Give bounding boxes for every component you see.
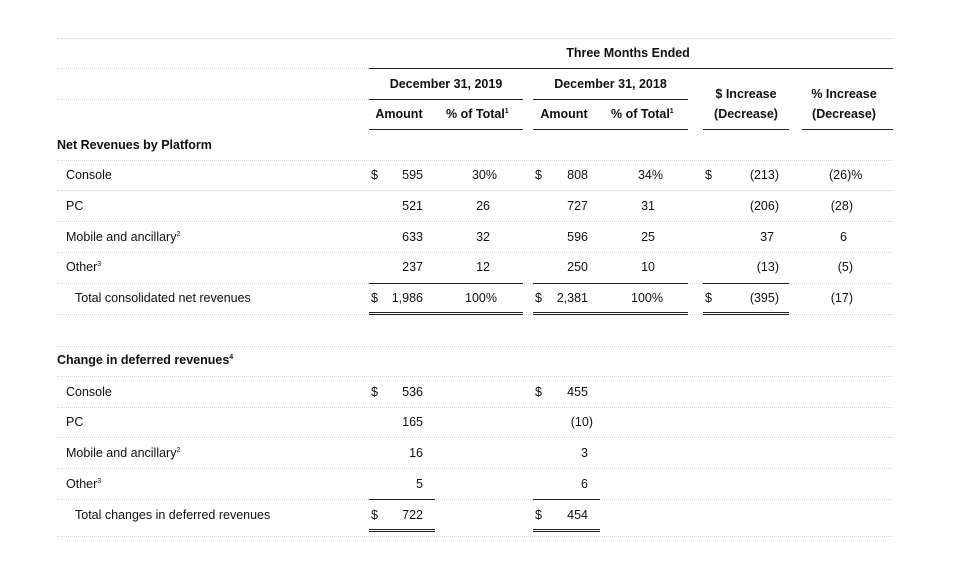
amount-header: Amount bbox=[375, 107, 423, 121]
row-separator bbox=[57, 346, 893, 347]
section-title-net-revenues: Net Revenues by Platform bbox=[57, 138, 212, 152]
row-label: Other$^3$ bbox=[66, 477, 102, 491]
dollar-change: (213) bbox=[749, 168, 779, 182]
deferred-total-2019: 722 bbox=[402, 508, 423, 522]
subtotal-rule bbox=[533, 499, 600, 500]
total-label: Total consolidated net revenues bbox=[75, 291, 251, 305]
total-dollar-change: (395) bbox=[749, 291, 779, 305]
pct-increase-header-sub: (Decrease) bbox=[812, 107, 876, 121]
pct-total-header: % of Total$^1$ bbox=[611, 107, 674, 121]
row-separator bbox=[57, 38, 893, 39]
row-separator bbox=[57, 160, 893, 161]
pct-2019: 12 bbox=[476, 260, 490, 274]
total-amount-2018: 2,381 bbox=[556, 291, 588, 305]
currency-symbol: $ bbox=[371, 508, 378, 522]
deferred-amount-2018: 6 bbox=[581, 477, 588, 491]
amount-2018: 727 bbox=[567, 199, 588, 213]
pct-change: 6 bbox=[840, 230, 847, 244]
currency-symbol: $ bbox=[535, 168, 542, 182]
period-label: Three Months Ended bbox=[566, 46, 690, 60]
deferred-total-2018: 454 bbox=[567, 508, 588, 522]
header-bottom-rule bbox=[703, 129, 789, 130]
row-separator bbox=[57, 221, 893, 222]
total-amount-2019: 1,986 bbox=[391, 291, 423, 305]
currency-symbol: $ bbox=[371, 385, 378, 399]
currency-symbol: $ bbox=[535, 508, 542, 522]
row-label: PC bbox=[66, 199, 84, 213]
deferred-amount-2019: 536 bbox=[402, 385, 423, 399]
total-pct-2018: 100% bbox=[631, 291, 663, 305]
subtotal-rule bbox=[369, 499, 435, 500]
deferred-amount-2018: (10) bbox=[570, 415, 593, 429]
amount-2018: 596 bbox=[567, 230, 588, 244]
dollar-increase-header: $ Increase bbox=[715, 87, 777, 101]
total-double-rule bbox=[533, 312, 688, 315]
amount-header: Amount bbox=[540, 107, 588, 121]
row-label: Console bbox=[66, 385, 112, 399]
amount-2018: 808 bbox=[567, 168, 588, 182]
currency-symbol: $ bbox=[371, 168, 378, 182]
deferred-amount-2019: 5 bbox=[416, 477, 423, 491]
section-title-deferred: Change in deferred revenues$^4$ bbox=[57, 353, 234, 367]
row-separator bbox=[57, 252, 893, 253]
pct-2018: 31 bbox=[641, 199, 655, 213]
total-label: Total changes in deferred revenues bbox=[75, 508, 271, 522]
row-label: PC bbox=[66, 415, 84, 429]
total-pct-2019: 100% bbox=[465, 291, 497, 305]
currency-symbol: $ bbox=[705, 168, 712, 182]
pct-total-header: % of Total$^1$ bbox=[446, 107, 509, 121]
total-pct-change: (17) bbox=[830, 291, 853, 305]
row-label: Console bbox=[66, 168, 112, 182]
row-label: Mobile and ancillary$^2$ bbox=[66, 230, 181, 244]
subtotal-rule bbox=[369, 283, 523, 284]
dollar-change: (13) bbox=[756, 260, 779, 274]
pct-change: (5) bbox=[837, 260, 853, 274]
pct-increase-header: % Increase bbox=[811, 87, 877, 101]
row-separator bbox=[57, 407, 893, 408]
header-bottom-rule bbox=[369, 129, 523, 130]
deferred-amount-2019: 165 bbox=[402, 415, 423, 429]
row-separator bbox=[57, 468, 893, 469]
column-2018: December 31, 2018 bbox=[554, 77, 667, 91]
dollar-increase-header-sub: (Decrease) bbox=[714, 107, 778, 121]
rule-2019 bbox=[369, 99, 523, 100]
dollar-change: 37 bbox=[760, 230, 774, 244]
header-bottom-rule bbox=[533, 129, 688, 130]
total-double-rule bbox=[703, 312, 789, 315]
row-separator bbox=[57, 437, 893, 438]
row-separator bbox=[57, 376, 893, 377]
currency-symbol: $ bbox=[535, 291, 542, 305]
row-separator bbox=[57, 68, 369, 69]
total-double-rule bbox=[369, 529, 435, 532]
currency-symbol: $ bbox=[535, 385, 542, 399]
row-separator bbox=[57, 190, 893, 191]
currency-symbol: $ bbox=[705, 291, 712, 305]
dollar-change: (206) bbox=[749, 199, 779, 213]
amount-2019: 633 bbox=[402, 230, 423, 244]
rule-2018 bbox=[533, 99, 688, 100]
pct-2018: 34% bbox=[637, 168, 663, 182]
total-double-rule bbox=[369, 312, 523, 315]
pct-2019: 26 bbox=[476, 199, 490, 213]
amount-2019: 595 bbox=[402, 168, 423, 182]
row-separator bbox=[57, 499, 893, 500]
pct-2019: 32 bbox=[476, 230, 490, 244]
pct-2019: 30% bbox=[471, 168, 497, 182]
amount-2018: 250 bbox=[567, 260, 588, 274]
deferred-amount-2018: 3 bbox=[581, 446, 588, 460]
row-separator bbox=[57, 99, 369, 100]
row-label: Mobile and ancillary$^2$ bbox=[66, 446, 181, 460]
pct-change: (26)% bbox=[829, 168, 863, 182]
pct-2018: 10 bbox=[641, 260, 655, 274]
period-rule bbox=[369, 68, 893, 69]
currency-symbol: $ bbox=[371, 291, 378, 305]
deferred-amount-2018: 455 bbox=[567, 385, 588, 399]
amount-2019: 521 bbox=[402, 199, 423, 213]
column-2019: December 31, 2019 bbox=[389, 77, 503, 91]
pct-change: (28) bbox=[830, 199, 853, 213]
row-separator bbox=[57, 536, 893, 537]
deferred-amount-2019: 16 bbox=[409, 446, 423, 460]
subtotal-rule bbox=[703, 283, 789, 284]
amount-2019: 237 bbox=[402, 260, 423, 274]
row-label: Other$^3$ bbox=[66, 260, 102, 274]
pct-2018: 25 bbox=[641, 230, 655, 244]
header-bottom-rule bbox=[802, 129, 893, 130]
subtotal-rule bbox=[533, 283, 688, 284]
total-double-rule bbox=[533, 529, 600, 532]
